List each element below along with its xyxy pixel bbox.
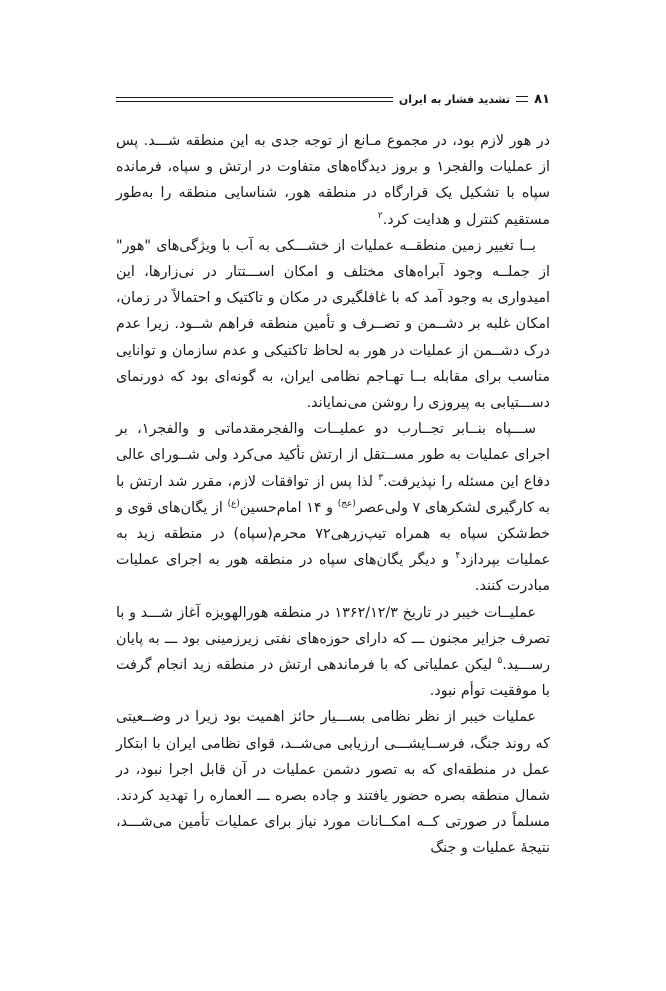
footnote-ref-3: ۳ xyxy=(378,472,384,483)
paragraph-3-text-b: لذا پس از توافقات لازم، مقرر شد ارتش با به کارگیری لشکرهای ۷ ولی‌عصر xyxy=(116,473,550,516)
paragraph-3-text-c: و ۱۴ امام‌حسین xyxy=(239,499,338,516)
paragraph-4-text-a: عملیــات خیبر در تاریخ ۱۳۶۲/۱۲/۳ در منطقه هورالهویزه آغاز شـــد و با تصرف جزایر مجنون ـــ که دارای حوزه‌های نفتی زیرزمینی بود ـــ به پایان رســـید. xyxy=(116,604,550,674)
footnote-ref-5: ۵ xyxy=(497,656,503,667)
page-header xyxy=(116,88,550,110)
book-page xyxy=(116,88,550,968)
header-rule-short xyxy=(516,96,528,102)
paragraph-4-text-b: لیکن عملیاتی که با فرماندهی ارتش در منطقه زید انجام گرفت با موفقیت توأم نبود. xyxy=(116,657,550,700)
footnote-ref-2: ۲ xyxy=(377,210,383,221)
paragraph-3-text-e: و دیگر یگان‌های سپاه در منطقه هور به اجرای عملیات مبادرت کنند. xyxy=(116,552,550,595)
paragraph-4 xyxy=(116,600,550,705)
page-number: ۸۱ xyxy=(534,91,550,107)
honorific-superscript-ajj: (عج) xyxy=(337,499,356,510)
header-rule-long xyxy=(116,97,393,102)
paragraph-1-text: در هور لازم بود، در مجموع مـانع از توجه جدی به این منطقه شـــد. پس از عملیات والفجر۱ و بروز دیدگاه‌های متفاوت در ارتش و سپاه، فرمانده سپاه با تشکیل یک قرارگاه در منطقه هور، شناسایی منطقه را به‌طور مستقیم کنترل و هدایت کرد. xyxy=(116,133,550,228)
paragraph-1 xyxy=(116,128,550,233)
body-text xyxy=(116,128,550,862)
paragraph-3 xyxy=(116,416,550,599)
footnote-ref-4: ۴ xyxy=(455,551,461,562)
paragraph-3-text-d: از یگان‌های قوی و خط‌شکن سپاه به همراه تیپ‌زرهی۷۲ محرم(سپاه) در منطقه زید به عملیات بپردازد xyxy=(116,499,551,569)
paragraph-3-text-a: ســـپاه بنــابر تجــارب دو عملیــات والفجرمقدماتی و والفجر۱، بر اجرای عملیات به طور مســتقل از ارتش تأکید می‌کرد ولی شــورای عالی دفاع این مسئله را نپذیرفت. xyxy=(116,421,550,490)
honorific-superscript-a: (ع) xyxy=(227,499,240,510)
paragraph-5: عملیات خیبر از نظر نظامی بســـیار حائز اهمیت بود زیرا در وضــعیتی که روند جنگ، فرســایشـــی ارزیابی می‌شــد، قوای نظامی ایران با ابتکار عمل در منطقه‌ای که به تصور دشمن عملیات در آن قابل اجرا نبود، در شمال منطقه بصره حضور یافتند و جاده بصره ـــ العماره را تهدید کردند. مسلماً در صورتی کــه امکــانات مورد نیاز برای عملیات تأمین می‌شـــد، نتیجهٔ عملیات و جنگ xyxy=(116,709,550,857)
running-title: تشدید فشار به ایران xyxy=(398,92,511,106)
paragraph-2: بــا تغییر زمین منطقــه عملیات از خشـــکی به آب با ویژگی‌های "هور" از جملــه وجود آبراه‌های مختلف و امکان اســـتتار در نی‌زارها، این امیدواری به وجود آمد که با غافلگیری در مکان و تاکتیک و احتمالاً در زمان، امکان غلبه بر دشــمن و تصــرف و تأمین منطقه فراهم شــود. زیرا عدم درک دشــمن از عملیات در هور به لحاظ تاکتیکی و عدم سازمان و توانایی مناسب برای مقابله بــا تهـاجم نظامی ایران، به گونه‌ای بود که دورنمای دســـتیابی به پیروزی را روشن می‌نمایاند. xyxy=(116,237,550,412)
